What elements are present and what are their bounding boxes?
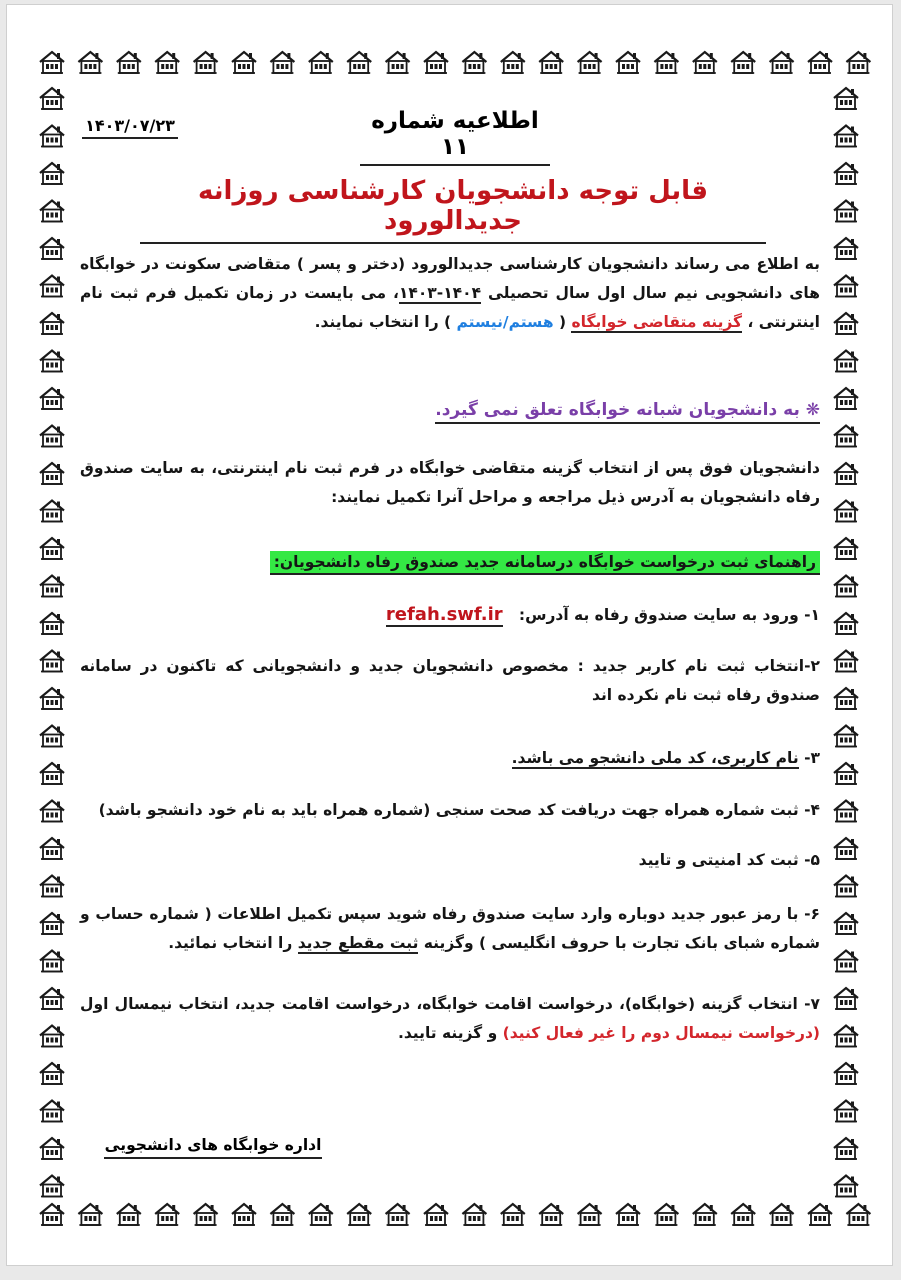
- intro-text-2: ، می بایست در زمان تکمیل فرم ثبت نام اینترنتی ،: [80, 284, 820, 331]
- notice-line: [80, 396, 820, 425]
- intro-paragraph: [80, 250, 820, 337]
- step-7-text-1: ۷- انتخاب گزینه (خوابگاه)، درخواست اقامت خوابگاه، درخواست اقامت جدید، انتخاب نیمسال اول: [80, 995, 820, 1013]
- step-2: ۲-انتخاب ثبت نام کاربر جدید : مخصوص دانشجویان جدید و دانشجویانی که تاکنون در سامانه صندوق رفاه ثبت نام نکرده اند: [80, 657, 820, 704]
- step-3: [80, 744, 820, 773]
- intro-choice: هستم/نیستم: [456, 313, 554, 331]
- step-7: [80, 990, 820, 1048]
- step-1-text: ۱- ورود به سایت صندوق رفاه به آدرس:: [518, 606, 820, 624]
- announcement-date: ۱۴۰۳/۰۷/۲۳: [82, 116, 178, 139]
- main-heading: قابل توجه دانشجویان کارشناسی روزانه جدیدالورود: [140, 176, 766, 244]
- intro-year: ۱۴۰۴-۱۴۰۳: [398, 284, 482, 302]
- step-7-text-2: و گزینه تایید.: [397, 1024, 503, 1042]
- step-6-text-1: ۶- با رمز عبور جدید دوباره وارد سایت صندوق رفاه شوید سپس تکمیل اطلاعات ( شماره حساب و شماره شبای بانک تجارت با حروف انگلیسی ) وگزینه: [80, 905, 820, 952]
- notice-text: ❋ به دانشجویان شبانه خوابگاه تعلق نمی گیرد.: [435, 400, 820, 424]
- step-3-text: نام کاربری، کد ملی دانشجو می باشد.: [511, 749, 799, 767]
- intro-paren-open: (: [553, 313, 572, 331]
- step-6: [80, 900, 820, 958]
- intro-text-3: ) را انتخاب نمایند.: [314, 313, 457, 331]
- step-7-warning: (درخواست نیمسال دوم را غیر فعال کنید): [502, 1024, 820, 1042]
- step-6-option: ثبت مقطع جدید: [297, 934, 419, 952]
- refah-link[interactable]: refah.swf.ir: [385, 604, 503, 625]
- step-3-prefix: ۳-: [798, 749, 820, 767]
- guide-title-line: [80, 548, 820, 577]
- intro-option: گزینه متقاضی خوابگاه: [571, 313, 743, 331]
- signature: اداره خوابگاه های دانشجویی: [104, 1136, 322, 1159]
- step-6-text-2: را انتخاب نمائید.: [168, 934, 298, 952]
- step-1: [80, 600, 820, 630]
- instruction-paragraph: دانشجویان فوق پس از انتخاب گزینه متقاضی خوابگاه در فرم ثبت نام اینترنتی، به سایت صندوق رفاه دانشجویان به آدرس ذیل مراجعه و مراحل آنرا تکمیل نمایند:: [80, 459, 820, 506]
- intro-text-1: به اطلاع می رساند دانشجویان کارشناسی جدیدالورود (دختر و پسر ) متقاضی سکونت در خوابگاه های دانشجویی نیم سال اول سال تحصیلی: [80, 255, 820, 302]
- step-5: ۵- ثبت کد امنیتی و تایید: [638, 851, 820, 869]
- step-4: ۴- ثبت شماره همراه جهت دریافت کد صحت سنجی (شماره همراه باید به نام خود دانشجو باشد): [98, 801, 820, 819]
- announcement-title: اطلاعیه شماره ۱۱: [360, 108, 550, 166]
- guide-title: راهنمای ثبت درخواست خوابگاه درسامانه جدید صندوق رفاه دانشجویان:: [270, 551, 820, 575]
